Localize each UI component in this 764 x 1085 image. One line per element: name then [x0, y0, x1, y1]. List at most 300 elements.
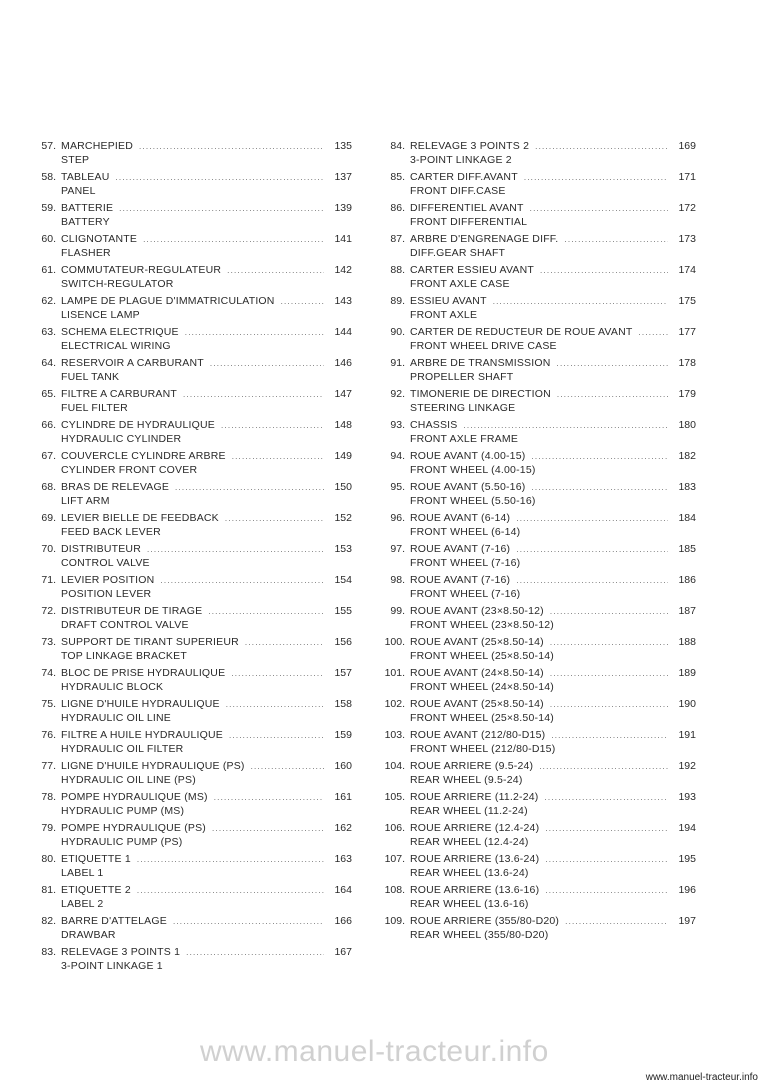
toc-entry-title-en: CYLINDER FRONT COVER	[61, 463, 198, 476]
toc-entry-line	[30, 264, 352, 278]
toc-entry-page: 179	[678, 388, 696, 400]
toc-entry-page: 139	[334, 202, 352, 214]
toc-entry-page: 154	[334, 574, 352, 586]
toc-entry-title-en: FEED BACK LEVER	[61, 525, 161, 538]
toc-entry-line	[30, 202, 352, 216]
toc-entry	[379, 326, 696, 357]
toc-entry-number: 96.	[390, 512, 405, 524]
toc-entry	[379, 450, 696, 481]
toc-entry-title-fr: SUPPORT DE TIRANT SUPERIEUR	[61, 636, 239, 648]
toc-entry-title-fr: CARTER DE REDUCTEUR DE ROUE AVANT	[410, 326, 633, 338]
toc-entry-line	[379, 233, 696, 247]
toc-entry-line	[379, 357, 696, 371]
footer-url: www.manuel-tracteur.info	[645, 1072, 758, 1083]
dot-leader	[550, 668, 668, 681]
dot-leader	[493, 296, 668, 309]
toc-entry-title-fr: CYLINDRE DE HYDRAULIQUE	[61, 419, 215, 431]
toc-entry	[30, 853, 352, 884]
toc-entry-page: 155	[334, 605, 352, 617]
toc-entry-title-en: SWITCH-REGULATOR	[61, 277, 174, 290]
toc-entry-number: 81.	[41, 884, 56, 896]
toc-entry-page: 189	[678, 667, 696, 679]
toc-entry-title-fr: ROUE AVANT (25×8.50-14)	[410, 698, 544, 710]
toc-entry-number: 102.	[384, 698, 405, 710]
toc-entry-line	[30, 605, 352, 619]
toc-entry-line	[30, 791, 352, 805]
toc-entry-line	[379, 419, 696, 433]
toc-entry-page: 172	[678, 202, 696, 214]
toc-entry-page: 166	[334, 915, 352, 927]
toc-entry-title-fr: COMMUTATEUR-REGULATEUR	[61, 264, 222, 276]
toc-entry	[379, 295, 696, 326]
toc-entry	[30, 822, 352, 853]
dot-leader	[251, 761, 324, 774]
dot-leader	[557, 389, 668, 402]
toc-entry-page: 158	[334, 698, 352, 710]
toc-entry-title-en: HYDRAULIC BLOCK	[61, 680, 164, 693]
dot-leader	[183, 389, 324, 402]
toc-entry-page: 149	[334, 450, 352, 462]
dot-leader	[208, 606, 324, 619]
toc-entry	[30, 140, 352, 171]
toc-entry-title-fr: CLIGNOTANTE	[61, 233, 138, 245]
toc-entry-line	[379, 791, 696, 805]
dot-leader	[147, 544, 324, 557]
toc-entry-number: 97.	[390, 543, 405, 555]
toc-entry	[30, 295, 352, 326]
toc-entry	[379, 543, 696, 574]
toc-entry	[30, 419, 352, 450]
toc-entry-page: 148	[334, 419, 352, 431]
toc-entry-title-en: BATTERY	[61, 215, 110, 228]
toc-entry	[379, 636, 696, 667]
toc-entry-number: 82.	[41, 915, 56, 927]
toc-entry-number: 94.	[390, 450, 405, 462]
toc-entry-title-fr: ROUE AVANT (4.00-15)	[410, 450, 526, 462]
toc-entry-line	[379, 605, 696, 619]
dot-leader	[464, 420, 669, 433]
toc-entry-title-fr: LIGNE D'HUILE HYDRAULIQUE (PS)	[61, 760, 245, 772]
toc-entry-line	[30, 698, 352, 712]
toc-entry-title-fr: DIFFERENTIEL AVANT	[410, 202, 524, 214]
toc-entry-title-en: STEP	[61, 153, 90, 166]
dot-leader	[557, 358, 668, 371]
toc-entry-line	[30, 233, 352, 247]
dot-leader	[221, 420, 324, 433]
toc-entry	[30, 450, 352, 481]
toc-entry-title-fr: MARCHEPIED	[61, 140, 134, 152]
toc-entry-title-fr: DISTRIBUTEUR	[61, 543, 141, 555]
toc-entry-page: 156	[334, 636, 352, 648]
toc-entry	[379, 233, 696, 264]
dot-leader	[524, 172, 668, 185]
dot-leader	[210, 358, 324, 371]
toc-entry	[30, 388, 352, 419]
toc-entry-title-en: FRONT WHEEL (7-16)	[410, 556, 521, 569]
toc-entry	[379, 667, 696, 698]
toc-entry-line	[379, 264, 696, 278]
dot-leader	[516, 544, 668, 557]
dot-leader	[545, 823, 668, 836]
toc-entry-page: 159	[334, 729, 352, 741]
toc-entry-title-fr: BATTERIE	[61, 202, 114, 214]
dot-leader	[545, 885, 668, 898]
toc-entry-page: 187	[678, 605, 696, 617]
toc-entry-title-fr: ROUE ARRIERE (13.6-16)	[410, 884, 540, 896]
toc-entry-page: 167	[334, 946, 352, 958]
toc-entry-number: 79.	[41, 822, 56, 834]
toc-entry-number: 89.	[390, 295, 405, 307]
toc-entry-title-fr: LAMPE DE PLAGUE D'IMMATRICULATION	[61, 295, 275, 307]
dot-leader	[245, 637, 324, 650]
toc-entry-title-en: LISENCE LAMP	[61, 308, 140, 321]
toc-entry-number: 87.	[390, 233, 405, 245]
toc-entry-line	[30, 884, 352, 898]
toc-entry-title-en: FRONT DIFF.CASE	[410, 184, 506, 197]
toc-entry	[30, 760, 352, 791]
toc-entry	[30, 884, 352, 915]
toc-entry-number: 64.	[41, 357, 56, 369]
toc-entry-line	[30, 574, 352, 588]
toc-entry-title-fr: FILTRE A CARBURANT	[61, 388, 178, 400]
toc-entry-number: 106.	[384, 822, 405, 834]
toc-entry	[379, 388, 696, 419]
dot-leader	[545, 792, 669, 805]
toc-entry-title-fr: RESERVOIR A CARBURANT	[61, 357, 204, 369]
toc-entry-number: 68.	[41, 481, 56, 493]
toc-entry-title-en: FRONT WHEEL (23×8.50-12)	[410, 618, 554, 631]
toc-entry-title-en: FRONT WHEEL DRIVE CASE	[410, 339, 557, 352]
toc-entry-title-en: FRONT DIFFERENTIAL	[410, 215, 528, 228]
toc-entry-page: 195	[678, 853, 696, 865]
toc-entry-title-fr: COUVERCLE CYLINDRE ARBRE	[61, 450, 226, 462]
toc-entry-line	[30, 481, 352, 495]
toc-entry-title-en: HYDRAULIC PUMP (PS)	[61, 835, 183, 848]
toc-entry-number: 66.	[41, 419, 56, 431]
toc-entry-number: 60.	[41, 233, 56, 245]
toc-entry-page: 193	[678, 791, 696, 803]
toc-entry-page: 192	[678, 760, 696, 772]
toc-entry-title-fr: ROUE AVANT (25×8.50-14)	[410, 636, 544, 648]
toc-entry-line	[30, 450, 352, 464]
toc-entry-number: 100.	[384, 636, 405, 648]
toc-entry	[30, 729, 352, 760]
toc-entry-line	[379, 822, 696, 836]
toc-entry-page: 178	[678, 357, 696, 369]
toc-entry-title-en: REAR WHEEL (13.6-24)	[410, 866, 529, 879]
toc-entry-number: 101.	[384, 667, 405, 679]
toc-entry-number: 105.	[384, 791, 405, 803]
toc-entry-line	[30, 388, 352, 402]
toc-entry-title-fr: BARRE D'ATTELAGE	[61, 915, 167, 927]
toc-entry-page: 184	[678, 512, 696, 524]
dot-leader	[160, 575, 324, 588]
toc-entry	[30, 791, 352, 822]
toc-entry-title-en: REAR WHEEL (355/80-D20)	[410, 928, 549, 941]
toc-entry-line	[30, 419, 352, 433]
toc-entry-title-fr: CARTER DIFF.AVANT	[410, 171, 518, 183]
toc-entry-line	[30, 636, 352, 650]
toc-entry-line	[379, 481, 696, 495]
dot-leader	[175, 482, 324, 495]
toc-entry-title-en: FRONT WHEEL (4.00-15)	[410, 463, 536, 476]
toc-entry-page: 174	[678, 264, 696, 276]
toc-entry-line	[379, 140, 696, 154]
dot-leader	[186, 947, 324, 960]
toc-entry-title-en: FRONT WHEEL (7-16)	[410, 587, 521, 600]
toc-entry-title-en: REAR WHEEL (11.2-24)	[410, 804, 528, 817]
toc-entry-title-fr: ROUE AVANT (23×8.50-12)	[410, 605, 544, 617]
dot-leader	[516, 513, 668, 526]
toc-entry-page: 186	[678, 574, 696, 586]
toc-entry-page: 147	[334, 388, 352, 400]
toc-entry-title-fr: ARBRE DE TRANSMISSION	[410, 357, 551, 369]
toc-entry-title-en: DRAFT CONTROL VALVE	[61, 618, 189, 631]
dot-leader	[225, 513, 324, 526]
dot-leader	[550, 637, 668, 650]
toc-entry-number: 104.	[384, 760, 405, 772]
toc-entry-line	[379, 667, 696, 681]
toc-entry-title-en: FUEL FILTER	[61, 401, 128, 414]
toc-entry-number: 59.	[41, 202, 56, 214]
toc-entry	[379, 357, 696, 388]
toc-entry-line	[30, 915, 352, 929]
toc-entry-number: 57.	[41, 140, 56, 152]
toc-entry	[379, 264, 696, 295]
toc-entry-title-fr: LIGNE D'HUILE HYDRAULIQUE	[61, 698, 220, 710]
dot-leader	[214, 792, 324, 805]
toc-entry-page: 161	[334, 791, 352, 803]
toc-entry-page: 150	[334, 481, 352, 493]
toc-entry-number: 99.	[390, 605, 405, 617]
toc-entry-line	[379, 574, 696, 588]
toc-entry-line	[30, 357, 352, 371]
toc-entry-title-en: FRONT AXLE FRAME	[410, 432, 519, 445]
toc-entry-page: 177	[678, 326, 696, 338]
toc-entry-title-en: DRAWBAR	[61, 928, 116, 941]
toc-entry-title-fr: ROUE AVANT (212/80-D15)	[410, 729, 546, 741]
toc-entry-page: 180	[678, 419, 696, 431]
toc-entry-title-fr: ROUE ARRIERE (13.6-24)	[410, 853, 540, 865]
toc-entry	[30, 202, 352, 233]
toc-entry-title-en: ELECTRICAL WIRING	[61, 339, 171, 352]
toc-entry-title-fr: LEVIER POSITION	[61, 574, 155, 586]
toc-entry-number: 84.	[390, 140, 405, 152]
toc-entry-number: 62.	[41, 295, 56, 307]
dot-leader	[212, 823, 324, 836]
toc-entry	[379, 884, 696, 915]
toc-entry-number: 90.	[390, 326, 405, 338]
toc-entry-title-fr: ETIQUETTE 1	[61, 853, 131, 865]
dot-leader	[516, 575, 668, 588]
toc-entry-number: 83.	[41, 946, 56, 958]
toc-entry	[379, 605, 696, 636]
toc-entry	[30, 171, 352, 202]
dot-leader	[531, 482, 668, 495]
toc-entry-page: 182	[678, 450, 696, 462]
dot-leader	[115, 172, 324, 185]
dot-leader	[550, 606, 668, 619]
toc-entry-title-en: REAR WHEEL (9.5-24)	[410, 773, 523, 786]
dot-leader	[231, 668, 324, 681]
toc-entry-number: 103.	[384, 729, 405, 741]
dot-leader	[564, 234, 668, 247]
toc-entry-page: 190	[678, 698, 696, 710]
toc-entry-title-en: FUEL TANK	[61, 370, 120, 383]
toc-entry-number: 109.	[384, 915, 405, 927]
toc-entry-title-fr: TABLEAU	[61, 171, 110, 183]
toc-entry-title-fr: POMPE HYDRAULIQUE (MS)	[61, 791, 208, 803]
toc-entry-page: 171	[678, 171, 696, 183]
toc-entry-line	[379, 450, 696, 464]
toc-entry-title-fr: ROUE AVANT (24×8.50-14)	[410, 667, 544, 679]
toc-entry	[30, 326, 352, 357]
toc-entry-title-fr: SCHEMA ELECTRIQUE	[61, 326, 179, 338]
toc-entry-title-fr: DISTRIBUTEUR DE TIRAGE	[61, 605, 203, 617]
dot-leader	[281, 296, 324, 309]
dot-leader	[539, 761, 668, 774]
toc-entry-line	[30, 295, 352, 309]
toc-entry-title-en: HYDRAULIC OIL LINE	[61, 711, 171, 724]
toc-entry	[379, 729, 696, 760]
toc-entry-page: 173	[678, 233, 696, 245]
toc-entry	[30, 233, 352, 264]
toc-entry	[379, 822, 696, 853]
toc-entry	[379, 202, 696, 233]
toc-entry-page: 185	[678, 543, 696, 555]
toc-entry-page: 144	[334, 326, 352, 338]
toc-entry	[30, 481, 352, 512]
toc-entry-page: 169	[678, 140, 696, 152]
toc-entry-line	[379, 853, 696, 867]
toc-entry	[30, 605, 352, 636]
toc-entry-title-en: FRONT WHEEL (5.50-16)	[410, 494, 536, 507]
toc-entry-page: 142	[334, 264, 352, 276]
dot-leader	[137, 854, 324, 867]
toc-entry-title-fr: CHASSIS	[410, 419, 458, 431]
toc-entry-line	[379, 915, 696, 929]
toc-entry-title-en: HYDRAULIC OIL LINE (PS)	[61, 773, 196, 786]
toc-entry-page: 143	[334, 295, 352, 307]
toc-entry-page: 163	[334, 853, 352, 865]
toc-entry	[30, 512, 352, 543]
toc-entry	[379, 574, 696, 605]
toc-entry-title-en: PANEL	[61, 184, 96, 197]
dot-leader	[530, 203, 668, 216]
toc-entry-page: 162	[334, 822, 352, 834]
toc-entry-title-en: FRONT WHEEL (25×8.50-14)	[410, 649, 554, 662]
toc-entry-title-en: FRONT AXLE	[410, 308, 478, 321]
toc-entry-number: 69.	[41, 512, 56, 524]
toc-entry-page: 137	[334, 171, 352, 183]
toc-entry	[379, 853, 696, 884]
toc-entry-line	[30, 171, 352, 185]
toc-entry-title-fr: ROUE AVANT (7-16)	[410, 574, 511, 586]
toc-entry-page: 135	[334, 140, 352, 152]
toc-entry-number: 67.	[41, 450, 56, 462]
toc-entry-title-fr: CARTER ESSIEU AVANT	[410, 264, 534, 276]
toc-entry-line	[379, 729, 696, 743]
toc-entry-number: 92.	[390, 388, 405, 400]
toc-entry-line	[379, 760, 696, 774]
toc-entry-line	[379, 698, 696, 712]
toc-entry	[379, 481, 696, 512]
toc-entry-number: 76.	[41, 729, 56, 741]
toc-entry-title-fr: ROUE AVANT (5.50-16)	[410, 481, 526, 493]
toc-entry	[379, 791, 696, 822]
toc-entry	[379, 512, 696, 543]
toc-entry-page: 157	[334, 667, 352, 679]
toc-entry-title-fr: ROUE ARRIERE (9.5-24)	[410, 760, 534, 772]
toc-entry-number: 107.	[384, 853, 405, 865]
toc-entry-title-fr: FILTRE A HUILE HYDRAULIQUE	[61, 729, 223, 741]
toc-entry-title-fr: ROUE ARRIERE (12.4-24)	[410, 822, 540, 834]
dot-leader	[545, 854, 668, 867]
toc-entry-title-fr: POMPE HYDRAULIQUE (PS)	[61, 822, 207, 834]
toc-entry	[30, 698, 352, 729]
toc-entry-title-en: LABEL 2	[61, 897, 104, 910]
toc-entry-line	[379, 326, 696, 340]
toc-entry-title-en: PROPELLER SHAFT	[410, 370, 514, 383]
toc-entry	[30, 667, 352, 698]
toc-entry-title-fr: ROUE ARRIERE (355/80-D20)	[410, 915, 560, 927]
toc-entry-title-fr: ARBRE D'ENGRENAGE DIFF.	[410, 233, 559, 245]
toc-entry-title-en: LIFT ARM	[61, 494, 110, 507]
toc-entry-page: 146	[334, 357, 352, 369]
toc-entry	[30, 915, 352, 946]
toc-entry-title-fr: BLOC DE PRISE HYDRAULIQUE	[61, 667, 226, 679]
toc-entry-number: 78.	[41, 791, 56, 803]
toc-entry-title-en: CONTROL VALVE	[61, 556, 150, 569]
toc-entry-number: 63.	[41, 326, 56, 338]
toc-entry-line	[30, 822, 352, 836]
dot-leader	[551, 730, 668, 743]
toc-entry	[379, 419, 696, 450]
toc-entry-line	[379, 884, 696, 898]
toc-right-column	[379, 140, 696, 946]
toc-entry-number: 61.	[41, 264, 56, 276]
toc-entry-title-en: REAR WHEEL (12.4-24)	[410, 835, 529, 848]
toc-entry-title-en: FLASHER	[61, 246, 111, 259]
toc-entry-title-en: LABEL 1	[61, 866, 104, 879]
toc-entry-title-en: DIFF.GEAR SHAFT	[410, 246, 506, 259]
toc-entry	[379, 760, 696, 791]
dot-leader	[229, 730, 324, 743]
toc-entry-line	[379, 543, 696, 557]
toc-entry-line	[30, 853, 352, 867]
toc-left-column	[30, 140, 352, 977]
toc-entry-title-en: FRONT AXLE CASE	[410, 277, 510, 290]
dot-leader	[226, 699, 324, 712]
toc-entry-title-en: TOP LINKAGE BRACKET	[61, 649, 187, 662]
toc-entry-number: 77.	[41, 760, 56, 772]
toc-entry	[30, 264, 352, 295]
toc-entry-number: 80.	[41, 853, 56, 865]
toc-entry-number: 65.	[41, 388, 56, 400]
toc-entry-title-en: HYDRAULIC CYLINDER	[61, 432, 182, 445]
toc-entry-title-fr: RELEVAGE 3 POINTS 1	[61, 946, 181, 958]
toc-entry-number: 73.	[41, 636, 56, 648]
toc-entry-number: 74.	[41, 667, 56, 679]
toc-entry-line	[379, 295, 696, 309]
watermark-text: www.manuel-tracteur.info	[200, 1035, 549, 1068]
toc-entry	[30, 543, 352, 574]
toc-entry	[30, 574, 352, 605]
toc-entry-number: 70.	[41, 543, 56, 555]
toc-entry	[30, 357, 352, 388]
toc-entry	[379, 140, 696, 171]
toc-entry-title-en: FRONT WHEEL (24×8.50-14)	[410, 680, 554, 693]
